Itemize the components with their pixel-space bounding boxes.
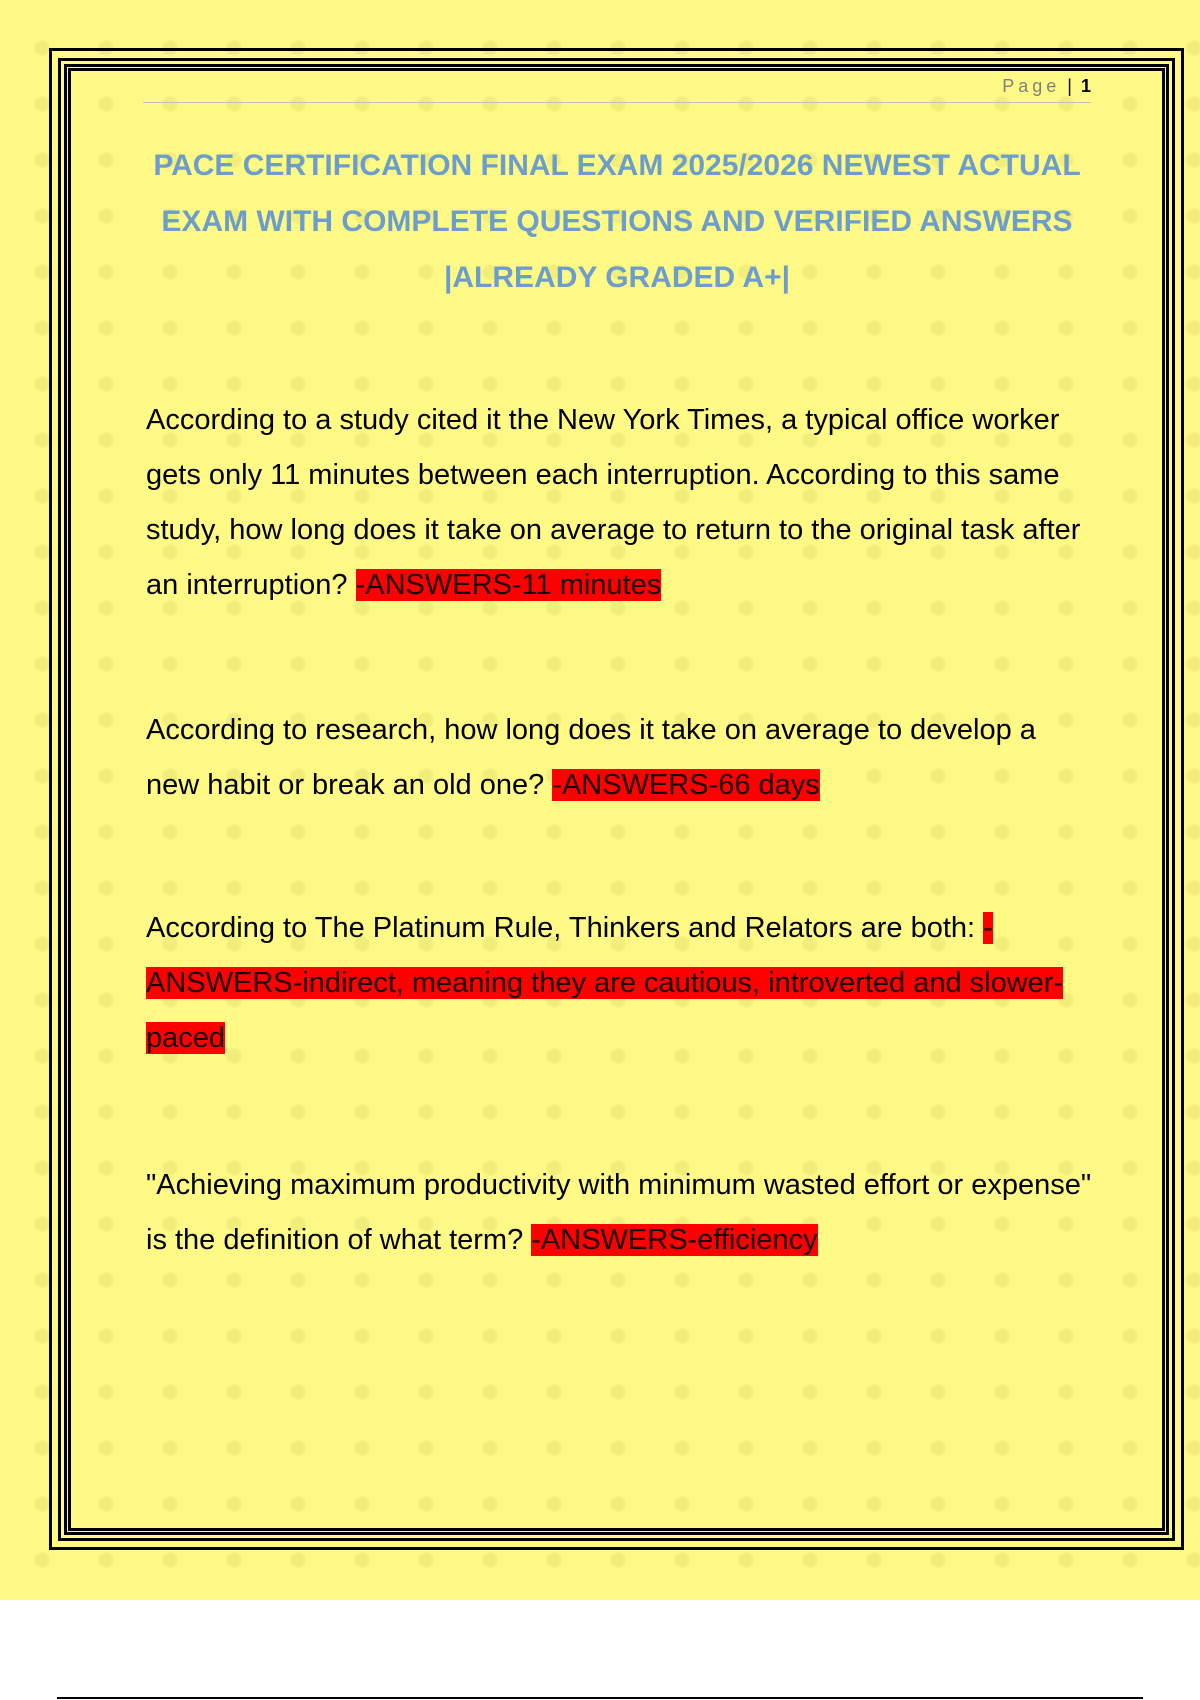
question-text: According to research, how long does it take on average to develop a new habit or break an old one?: [146, 714, 1036, 801]
question-block-4: [146, 1158, 1096, 1268]
footer-divider: [57, 1697, 1143, 1699]
question-text: "Achieving maximum productivity with minimum wasted effort or expense" is the definition of what term?: [146, 1169, 1092, 1256]
page-label: Page: [1002, 76, 1061, 96]
page-separator: |: [1067, 76, 1072, 96]
answer-highlight: -ANSWERS-11 minutes: [355, 569, 662, 601]
question-block-2: [146, 703, 1096, 813]
answer-highlight: -ANSWERS-efficiency: [531, 1224, 818, 1256]
answer-highlight: -ANSWERS-indirect, meaning they are cautious, introverted and slower-paced: [146, 912, 1064, 1054]
question-block-3: [146, 901, 1096, 1066]
question-text: According to The Platinum Rule, Thinkers and Relators are both:: [146, 912, 976, 944]
document-title: PACE CERTIFICATION FINAL EXAM 2025/2026 NEWEST ACTUAL EXAM WITH COMPLETE QUESTIONS AND VERIFIED ANSWERS |ALREADY GRADED A+|: [153, 149, 1081, 294]
page-header: [143, 70, 1091, 103]
question-block-1: [146, 393, 1096, 613]
answer-highlight: -ANSWERS-66 days: [552, 769, 820, 801]
question-text: According to a study cited it the New York Times, a typical office worker gets only 11 minutes between each interruption. According to this same study, how long does it take on average to return to the original task after an interruption?: [146, 404, 1081, 601]
page-number: 1: [1080, 76, 1091, 96]
